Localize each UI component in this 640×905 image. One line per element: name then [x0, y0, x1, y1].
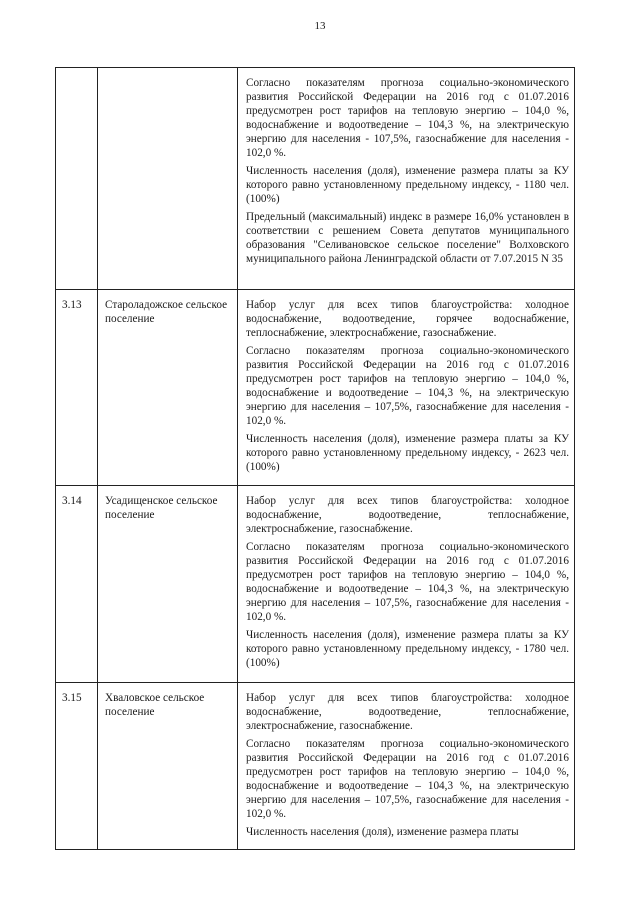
settlement-name: Усадищенское сельское поселение	[98, 486, 238, 683]
settlement-name: Староладожское сельское поселение	[98, 290, 238, 486]
description-cell	[238, 290, 575, 486]
table-row	[56, 290, 575, 486]
description-paragraph: Набор услуг для всех типов благоустройства: холодное водоснабжение, водоотведение, теплоснабжение, электроснабжение, газоснабжение.	[246, 495, 569, 535]
description-cell	[238, 68, 575, 290]
row-number: 3.13	[56, 290, 98, 486]
description-paragraph: Предельный (максимальный) индекс в размере 16,0% установлен в соответствии с решением Совета депутатов муниципального образования "Селивановское сельское поселение" Волховского муниципального района Ленинградской области от 7.07.2015 N 35	[246, 211, 569, 265]
description-paragraph: Численность населения (доля), изменение размера платы за КУ которого равно установленному предельному индексу, - 2623 чел. (100%)	[246, 433, 569, 473]
settlement-name: Хваловское сельское поселение	[98, 683, 238, 850]
description-cell	[238, 683, 575, 850]
description-paragraph: Набор услуг для всех типов благоустройства: холодное водоснабжение, водоотведение, горячее водоснабжение, теплоснабжение, электроснабжение, газоснабжение.	[246, 299, 569, 339]
table-row	[56, 68, 575, 290]
tariff-table	[55, 67, 575, 850]
description-paragraph: Численность населения (доля), изменение размера платы за КУ которого равно установленному предельному индексу, - 1780 чел. (100%)	[246, 629, 569, 669]
description-paragraph: Согласно показателям прогноза социально-экономического развития Российской Федерации на 2016 год с 01.07.2016 предусмотрен рост тарифов на тепловую энергию – 104,0 %, водоснабжение и водоотведение – 104,3 %, на электрическую энергию для населения - 107,5%, газоснабжение для населения - 102,0 %.	[246, 77, 569, 159]
row-number: 3.15	[56, 683, 98, 850]
page-number: 13	[314, 20, 326, 32]
description-paragraph: Набор услуг для всех типов благоустройства: холодное водоснабжение, водоотведение, теплоснабжение, электроснабжение, газоснабжение.	[246, 692, 569, 732]
description-paragraph: Согласно показателям прогноза социально-экономического развития Российской Федерации на 2016 год с 01.07.2016 предусмотрен рост тарифов на тепловую энергию – 104,0 %, водоснабжение и водоотведение – 104,3 %, на электрическую энергию для населения – 107,5%, газоснабжение для населения - 102,0 %.	[246, 541, 569, 623]
row-number	[56, 68, 98, 290]
settlement-name	[98, 68, 238, 290]
row-number: 3.14	[56, 486, 98, 683]
table-row	[56, 683, 575, 850]
description-cell	[238, 486, 575, 683]
table-row	[56, 486, 575, 683]
description-paragraph: Согласно показателям прогноза социально-экономического развития Российской Федерации на 2016 год с 01.07.2016 предусмотрен рост тарифов на тепловую энергию – 104,0 %, водоснабжение и водоотведение – 104,3 %, на электрическую энергию для населения – 107,5%, газоснабжение для населения - 102,0 %.	[246, 345, 569, 427]
description-paragraph: Численность населения (доля), изменение размера платы за КУ которого равно установленному предельному индексу, - 1180 чел. (100%)	[246, 165, 569, 205]
description-paragraph: Численность населения (доля), изменение размера платы	[246, 826, 519, 838]
description-paragraph: Согласно показателям прогноза социально-экономического развития Российской Федерации на 2016 год с 01.07.2016 предусмотрен рост тарифов на тепловую энергию – 104,0 %, водоснабжение и водоотведение – 104,3 %, на электрическую энергию для населения – 107,5%, газоснабжение для населения - 102,0 %.	[246, 738, 569, 820]
